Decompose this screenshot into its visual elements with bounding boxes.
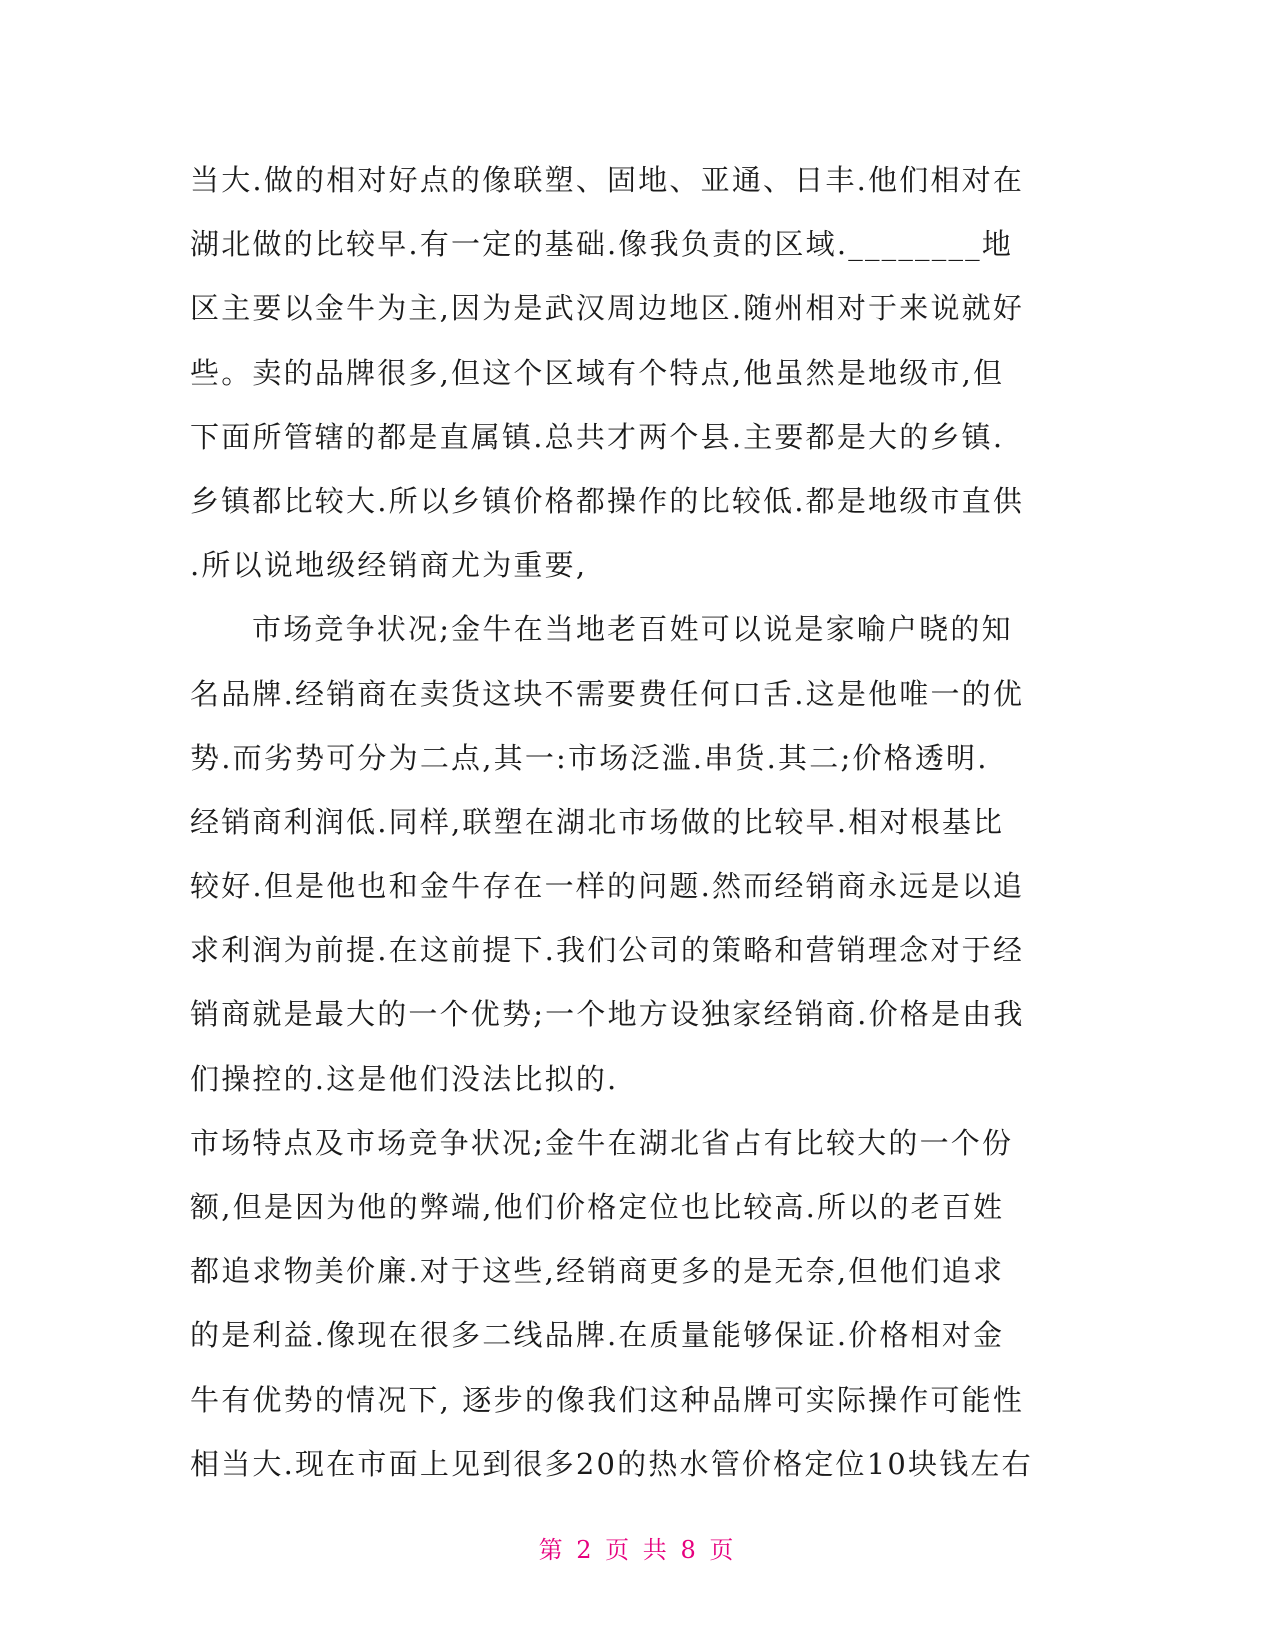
body-text	[190, 148, 1070, 1496]
text-line: 们操控的.这是他们没法比拟的.	[190, 1061, 619, 1096]
text-line: 下面所管辖的都是直属镇.总共才两个县.主要都是大的乡镇.	[190, 419, 1005, 454]
text-line: 的是利益.像现在很多二线品牌.在质量能够保证.价格相对金	[190, 1318, 1005, 1353]
text-line: 相当大.现在市面上见到很多20的热水管价格定位10块钱左右	[190, 1446, 1033, 1481]
text-line: 乡镇都比较大.所以乡镇价格都操作的比较低.都是地级市直供	[190, 483, 1025, 518]
text-line: 都追求物美价廉.对于这些,经销商更多的是无奈,但他们追求	[190, 1254, 1005, 1289]
text-line: 区主要以金牛为主,因为是武汉周边地区.随州相对于来说就好	[190, 291, 1025, 326]
text-line: 较好.但是他也和金牛存在一样的问题.然而经销商永远是以追	[190, 869, 1025, 904]
text-line: 势.而劣势可分为二点,其一:市场泛滥.串货.其二;价格透明.	[190, 740, 989, 775]
text-line: 湖北做的比较早.有一定的基础.像我负责的区域.________地	[190, 227, 1014, 262]
text-line: 求利润为前提.在这前提下.我们公司的策略和营销理念对于经	[190, 933, 1025, 968]
paragraph-start-line: 市场特点及市场竞争状况;金牛在湖北省占有比较大的一个份	[190, 1125, 1014, 1160]
paragraph-start-line: 市场竞争状况;金牛在当地老百姓可以说是家喻户晓的知	[252, 612, 1013, 647]
text-line: 些。卖的品牌很多,但这个区域有个特点,他虽然是地级市,但	[190, 355, 1005, 390]
text-line: .所以说地级经销商尤为重要,	[190, 548, 588, 583]
text-line: 额,但是因为他的弊端,他们价格定位也比较高.所以的老百姓	[190, 1190, 1005, 1224]
text-line: 牛有优势的情况下, 逐步的像我们这种品牌可实际操作可能性	[190, 1382, 1025, 1417]
page-number-footer: 第 2 页 共 8 页	[538, 1536, 737, 1564]
text-line: 当大.做的相对好点的像联塑、固地、亚通、日丰.他们相对在	[190, 163, 1025, 197]
text-line: 名品牌.经销商在卖货这块不需要费任何口舌.这是他唯一的优	[190, 676, 1025, 711]
text-line: 销商就是最大的一个优势;一个地方设独家经销商.价格是由我	[190, 997, 1025, 1032]
text-line: 经销商利润低.同样,联塑在湖北市场做的比较早.相对根基比	[190, 804, 1005, 839]
